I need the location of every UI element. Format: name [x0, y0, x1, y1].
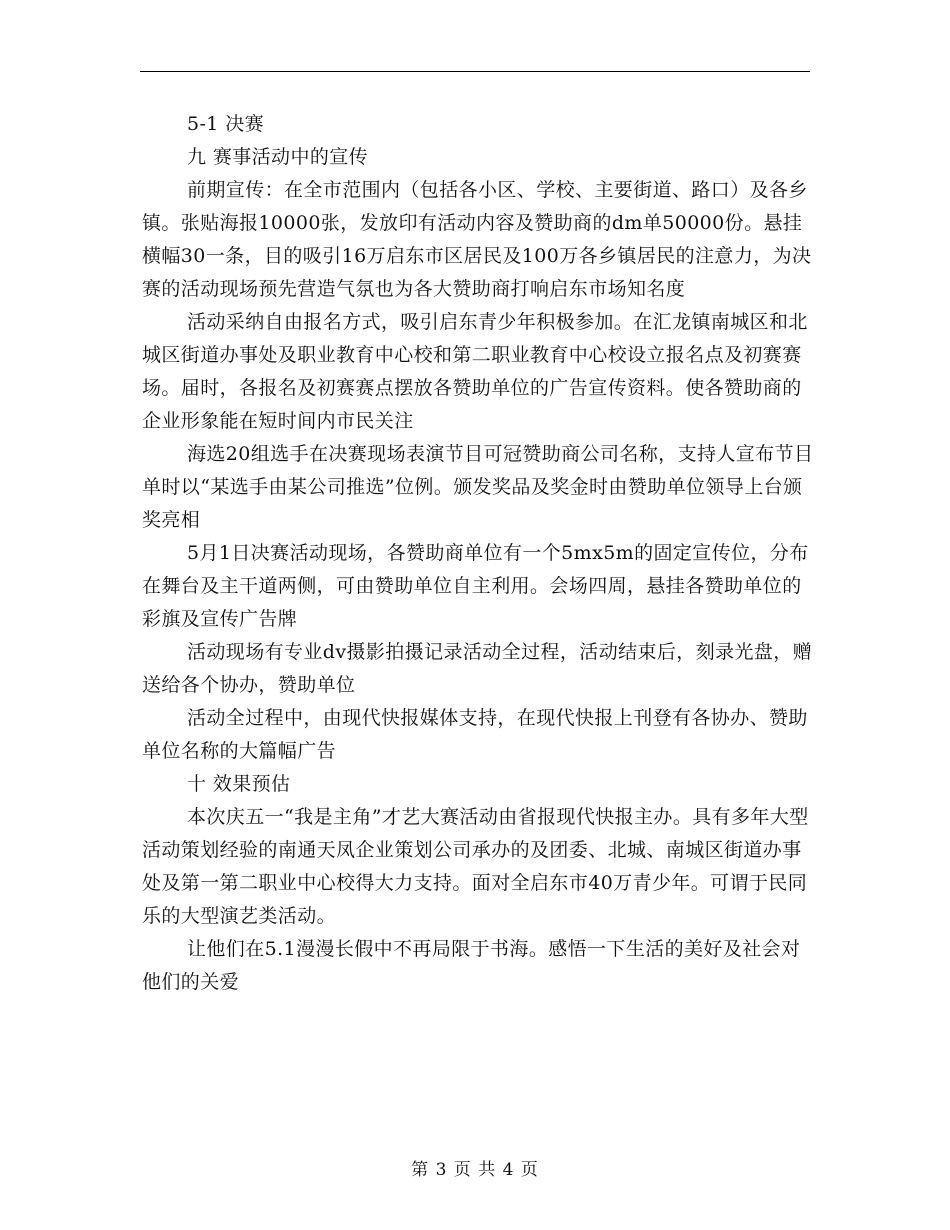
section-heading-publicity: 九 赛事活动中的宣传	[187, 146, 369, 168]
paragraph-recording: 活动现场有专业dv摄影拍摄记录活动全过程，活动结束后，刻录光盘，赠送给各个协办，赞助单位	[142, 641, 813, 696]
paragraph-media: 活动全过程中，由现代快报媒体支持，在现代快报上刊登有各协办、赞助单位名称的大篇幅广告	[142, 707, 808, 762]
section-heading-effect: 十 效果预估	[187, 773, 291, 795]
section-subtitle: 5-1 决赛	[187, 113, 265, 135]
paragraph-registration: 活动采纳自由报名方式，吸引启东青少年积极参加。在汇龙镇南城区和北城区街道办事处及职业教育中心校和第二职业教育中心校设立报名点及初赛赛场。届时，各报名及初赛赛点摆放各赞助单位的广告宣传资料。使各赞助商的企业形象能在短时间内市民关注	[142, 311, 808, 432]
paragraph-audition: 海选20组选手在决赛现场表演节目可冠赞助商公司名称，支持人宣布节目单时以“某选手由某公司推选”位例。颁发奖品及奖金时由赞助单位领导上台颁奖亮相	[142, 443, 814, 531]
paragraph-pre-publicity: 前期宣传：在全市范围内（包括各小区、学校、主要街道、路口）及各乡镇。张贴海报10000张，发放印有活动内容及赞助商的dm单50000份。悬挂横幅30一条，目的吸引16万启东市区居民及100万各乡镇居民的注意力，为决赛的活动现场预先营造气氛也为各大赞助商打响启东市场知名度	[142, 179, 812, 300]
page-footer: 第 3 页 共 4 页	[411, 1160, 539, 1180]
paragraph-effect: 本次庆五一“我是主角”才艺大赛活动由省报现代快报主办。具有多年大型活动策划经验的南通天凤企业策划公司承办的及团委、北城、南城区街道办事处及第一第二职业中心校得大力支持。面对全启东市40万青少年。可谓于民同乐的大型演艺类活动。	[142, 806, 809, 927]
document-body	[142, 108, 814, 999]
paragraph-final-venue: 5月1日决赛活动现场，各赞助商单位有一个5mx5m的固定宣传位，分布在舞台及主干道两侧，可由赞助单位自主利用。会场四周，悬挂各赞助单位的彩旗及宣传广告牌	[142, 542, 809, 630]
header-rule	[140, 71, 810, 72]
paragraph-closing: 让他们在5.1漫漫长假中不再局限于书海。感悟一下生活的美好及社会对他们的关爱	[142, 938, 801, 993]
